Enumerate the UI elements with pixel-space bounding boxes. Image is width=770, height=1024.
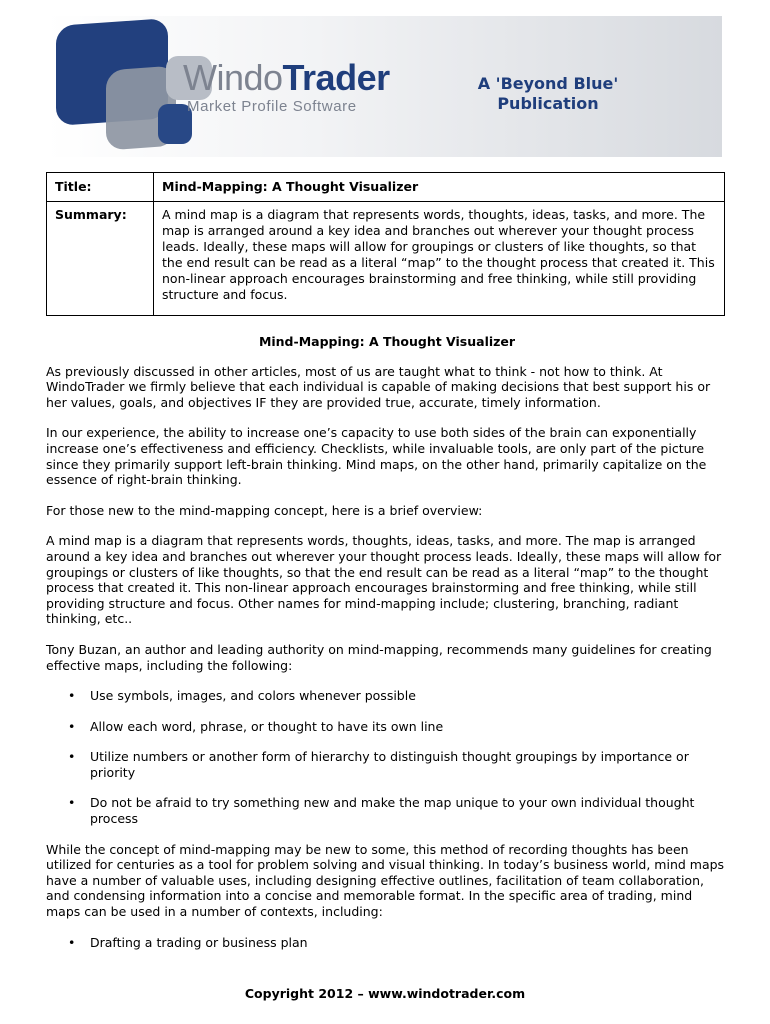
publication-line-1: A 'Beyond Blue' [477, 74, 619, 93]
title-label: Title: [47, 173, 154, 202]
paragraph: A mind map is a diagram that represents words, thoughts, ideas, tasks, and more. The map is arranged around a key idea and branches out wherever your thought process leads. Ideally, these maps will allow for groupings or clusters of like thoughts, so that the end result can be read as a literal “map” to the thought process that created it. This non-linear approach encourages brainstorming and free thinking, while still providing structure and focus. Other names for mind-mapping include; clustering, branching, radiant thinking, etc.. [46, 533, 722, 627]
list-item: • Drafting a trading or business plan [46, 935, 728, 951]
header-banner [46, 16, 722, 157]
list-item: • Utilize numbers or another form of hierarchy to distinguish thought groupings by importance or priority [46, 749, 728, 780]
article-body [46, 334, 728, 965]
list-item: • Use symbols, images, and colors whenever possible [46, 688, 728, 704]
logo-tagline: Market Profile Software [187, 98, 357, 115]
contexts-list [46, 935, 728, 951]
article-heading: Mind-Mapping: A Thought Visualizer [258, 334, 516, 349]
summary-label: Summary: [47, 202, 154, 316]
paragraph: For those new to the mind-mapping concept, here is a brief overview: [46, 502, 483, 518]
list-item: • Allow each word, phrase, or thought to have its own line [46, 719, 728, 735]
title-row [47, 173, 725, 202]
summary-value: A mind map is a diagram that represents words, thoughts, ideas, tasks, and more. The map is arranged around a key idea and branches out wherever your thought process leads. Ideally, these maps will allow for groupings or clusters of like thoughts, so that the end result can be read as a literal “map” to the thought process that created it. This non-linear approach encourages brainstorming and free thinking, while still providing structure and focus. [154, 202, 725, 316]
publication-label [458, 74, 638, 114]
paragraph: In our experience, the ability to increase one’s capacity to use both sides of the brain can exponentially increase one’s effectiveness and efficiency. Checklists, while invaluable tools, are only part of the picture since they primarily support left-brain thinking. Mind maps, on the other hand, primarily capitalize on the essence of right-brain thinking. [46, 425, 707, 488]
publication-line-2: Publication [497, 94, 599, 113]
paragraph: As previously discussed in other articles, most of us are taught what to think - not how to think. At WindoTrader we firmly believe that each individual is capable of making decisions that best support his or her values, goals, and objectives IF they are provided true, accurate, timely information. [46, 363, 711, 410]
guidelines-list [46, 688, 728, 827]
summary-row [47, 202, 725, 316]
info-table [46, 172, 725, 316]
footer-copyright: Copyright 2012 – www.windotrader.com [244, 986, 526, 1001]
logo-windo-text: Windo [183, 57, 283, 98]
logo-wordmark [183, 57, 390, 98]
paragraph: While the concept of mind-mapping may be new to some, this method of recording thoughts has been utilized for centuries as a tool for problem solving and visual thinking. In today’s business world, mind maps have a number of valuable uses, including designing effective outlines, facilitation of team collaboration, and condensing information into a concise and memorable format. In the specific area of trading, mind maps can be used in a number of contexts, including: [46, 841, 725, 920]
paragraph: Tony Buzan, an author and leading authority on mind-mapping, recommends many guidelines for creating effective maps, including the following: [46, 641, 712, 673]
list-item: • Do not be afraid to try something new and make the map unique to your own individual thought process [46, 795, 728, 826]
logo-trader-text: Trader [282, 57, 390, 98]
title-value: Mind-Mapping: A Thought Visualizer [154, 173, 725, 202]
